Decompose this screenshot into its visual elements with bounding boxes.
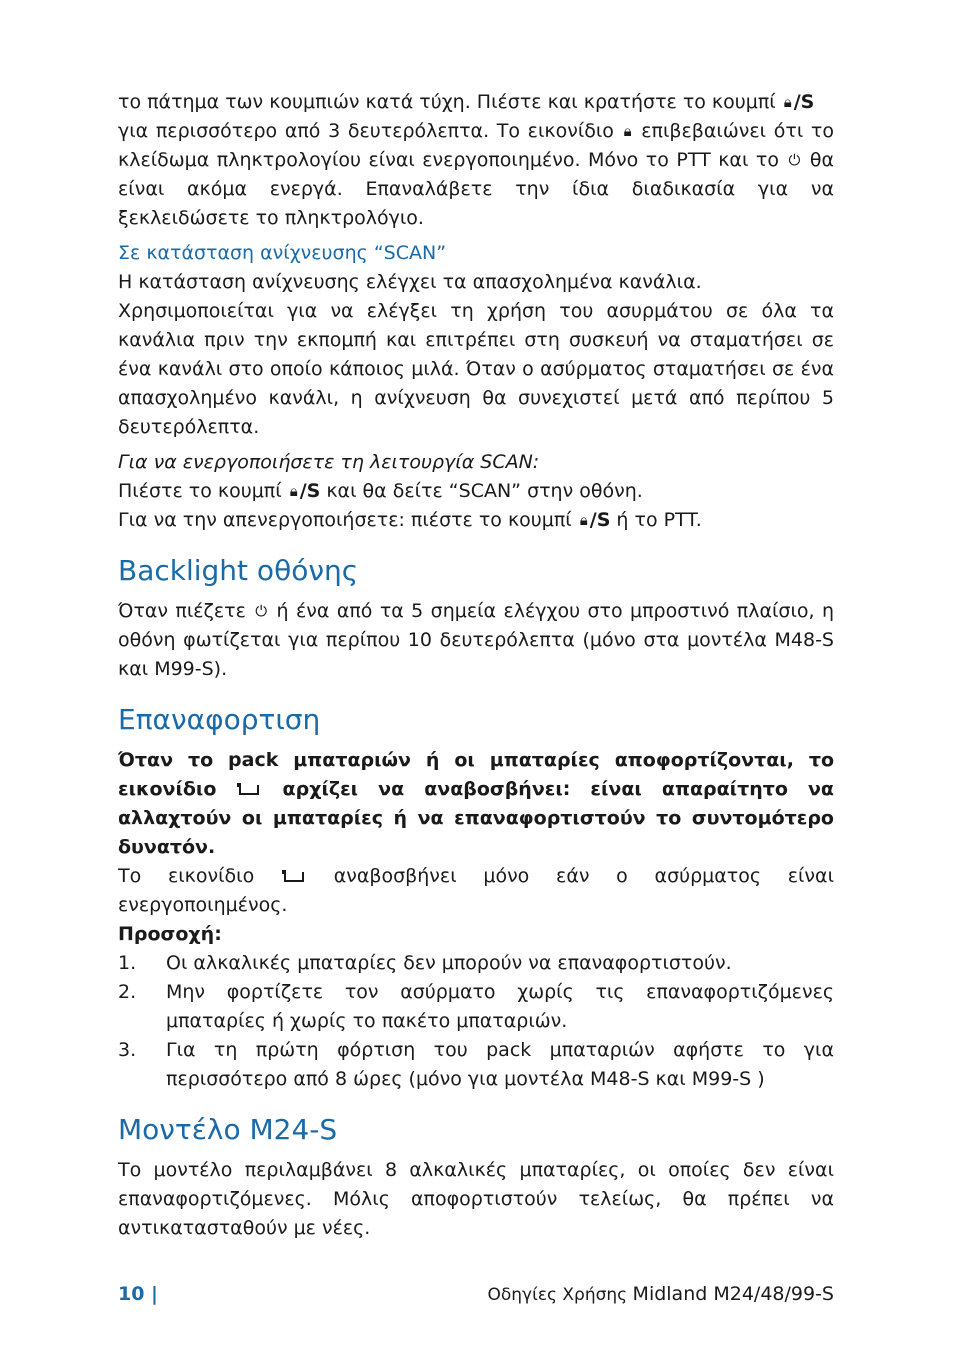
battery-icon (284, 872, 304, 882)
scan-subheading: Σε κατάσταση ανίχνευσης “SCAN” (118, 242, 447, 264)
scan-press-text-a: Πιέστε το κουμπί (118, 480, 288, 502)
m24-paragraph: Το μοντέλο περιλαμβάνει 8 αλκαλικές μπαταρίες, οι οποίες δεν είναι επαναφορτιζόμενες. Μόλις αποφορτιστούν τελείως, θα πρέπει να αντικατασταθούν με νέες. (118, 1159, 834, 1239)
recharge-blink-a: Το εικονίδιο (118, 865, 281, 887)
lock-icon: 🔒︎ (783, 93, 792, 111)
scan-paragraph-1: Η κατάσταση ανίχνευσης ελέγχει τα απασχολημένα κανάλια. (118, 271, 702, 293)
backlight-heading: Backlight οθόνης (118, 554, 359, 587)
lock-icon: 🔒︎ (579, 511, 588, 529)
recharge-warning (118, 746, 834, 862)
intro-text-2: για περισσότερο από 3 δευτερόλεπτα. Το εικονίδιο (118, 120, 622, 142)
lock-icon: 🔒︎ (623, 122, 632, 140)
footer-title-a: Οδηγίες Χρήσης (487, 1285, 633, 1305)
scan-deact-text-a: Για να την απενεργοποιήσετε: πιέστε το κουμπί (118, 509, 578, 531)
scan-deactivate-line (118, 506, 834, 535)
recharge-warning-a: Όταν το pack μπαταριών ή οι μπαταρίες αποφορτίζονται, το εικονίδιο (118, 749, 834, 800)
power-icon: ⏻ (788, 151, 801, 169)
page-number: 10 | (118, 1283, 158, 1305)
recharge-warning-b: αρχίζει να αναβοσβήνει: είναι απαραίτητο να αλλαχτούν οι μπαταρίες ή να επαναφορτιστούν το συντομότερο δυνατόν. (118, 778, 834, 858)
scan-instruction-heading: Για να ενεργοποιήσετε τη λειτουργία SCAN: (118, 451, 540, 473)
list-number: 1. (118, 952, 137, 974)
power-icon: ⏻ (255, 602, 268, 620)
lock-s-label: /S (793, 91, 815, 113)
list-text: Για τη πρώτη φόρτιση του pack μπαταριών αφήστε το για περισσότερο από 8 ώρες (μόνο για μοντέλα M48-S και M99-S ) (166, 1039, 834, 1090)
list-text: Οι αλκαλικές μπαταρίες δεν μπορούν να επαναφορτιστούν. (166, 952, 732, 974)
scan-deact-text-b: ή το PTT. (610, 509, 702, 531)
caution-list (118, 949, 834, 1094)
intro-text-4: θα είναι ακόμα ενεργά. Επαναλάβετε την ίδια διαδικασία για να ξεκλειδώσετε το πληκτρολόγιο. (118, 149, 834, 229)
footer-title-b: Midland M24/48/99-S (632, 1283, 834, 1305)
list-text: Μην φορτίζετε τον ασύρματο χωρίς τις επαναφορτιζόμενες μπαταρίες ή χωρίς το πακέτο μπαταριών. (166, 981, 834, 1032)
list-item (118, 978, 834, 1036)
recharge-blink-b: αναβοσβήνει μόνο εάν ο ασύρματος είναι ενεργοποιημένος. (118, 865, 834, 916)
scan-paragraph-2: Χρησιμοποιείται για να ελέγξει τη χρήση του ασυρμάτου σε όλα τα κανάλια πριν την εκπομπή και επιτρέπει στη συσκευή να σταματήσει σε ένα κανάλι στο οποίο κάποιος μιλά. Όταν ο ασύρματος σταματήσει σε ένα απασχολημένο κανάλι, η ανίχνευση θα συνεχιστεί μετά από περίπου 5 δευτερόλεπτα. (118, 300, 834, 438)
intro-paragraph (118, 88, 834, 233)
list-item (118, 1036, 834, 1094)
footer-title (487, 1283, 834, 1305)
recharge-blink-line (118, 862, 834, 920)
intro-text-3: επιβεβαιώνει ότι το κλείδωμα πληκτρολογίου είναι ενεργοποιημένο. Μόνο το PTT και το (118, 120, 834, 171)
scan-press-line (118, 477, 834, 506)
backlight-text-b: ή ένα από τα 5 σημεία ελέγχου στο μπροστινό πλαίσιο, η οθόνη φωτίζεται για περίπου 10 δευτερόλεπτα (μόνο στα μοντέλα M48-S και M99-S). (118, 600, 834, 680)
backlight-text-a: Όταν πιέζετε (118, 600, 254, 622)
lock-icon: 🔒︎ (289, 482, 298, 500)
list-item (118, 949, 834, 978)
list-number: 3. (118, 1039, 137, 1061)
backlight-paragraph (118, 597, 834, 684)
list-number: 2. (118, 981, 137, 1003)
m24-heading: Μοντέλο M24-S (118, 1113, 338, 1146)
recharge-heading: Επαναφορτιση (118, 703, 321, 736)
intro-text-1: το πάτημα των κουμπιών κατά τύχη. Πιέστε και κρατήστε το κουμπί (118, 91, 782, 113)
scan-press-text-b: και θα δείτε “SCAN” στην οθόνη. (320, 480, 643, 502)
page-content (118, 88, 834, 1243)
battery-icon (239, 785, 259, 795)
lock-s-label: /S (589, 509, 611, 531)
caution-label: Προσοχή: (118, 923, 222, 945)
page-footer (118, 1283, 834, 1313)
lock-s-label: /S (299, 480, 321, 502)
